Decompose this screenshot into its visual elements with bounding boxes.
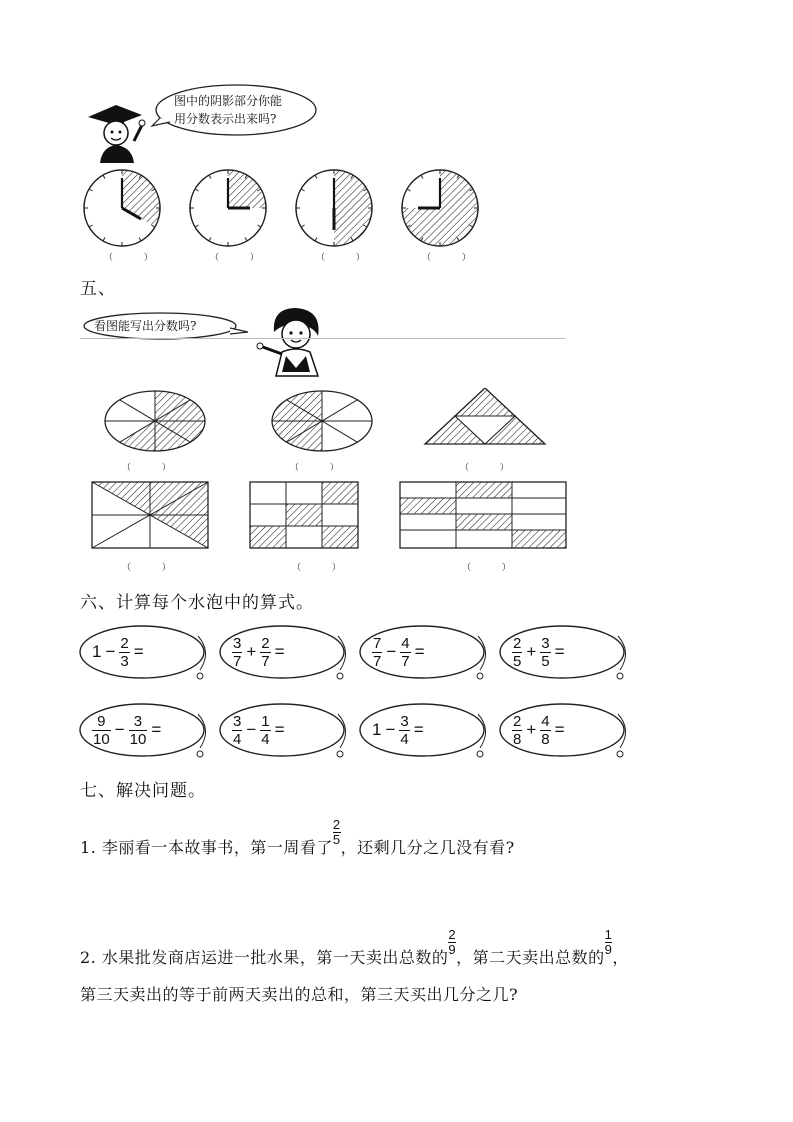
triangle-shape <box>425 388 545 444</box>
whole-number: 1 <box>92 642 102 661</box>
clock-answer-3: （ ） <box>316 253 379 263</box>
clock-face <box>402 170 478 246</box>
rectangle-shape-3 <box>400 482 566 548</box>
shapes-row-2 <box>90 480 570 552</box>
q2-frac2-den: 9 <box>604 942 613 957</box>
equals-sign: = <box>413 720 424 739</box>
numerator: 3 <box>400 712 409 730</box>
q1-frac-num: 2 <box>332 817 341 832</box>
denominator: 5 <box>513 652 522 670</box>
equals-sign: = <box>133 642 144 661</box>
operator: − <box>105 642 116 661</box>
question-1-fraction <box>333 818 341 847</box>
clock-answer-2: （ ） <box>210 253 273 263</box>
denominator: 10 <box>93 730 110 748</box>
fraction-a <box>512 636 522 669</box>
ellipse-shape-2 <box>272 391 372 451</box>
shape-answer-5: （ ） <box>292 563 355 573</box>
calc-bubble <box>218 702 354 764</box>
character-boy-illustration <box>80 95 150 165</box>
denominator: 8 <box>541 730 550 748</box>
question-2-text-mid: ，第二天卖出总数的 <box>456 948 605 967</box>
question-2-text-end: ， <box>612 948 629 967</box>
calc-expression <box>232 632 285 672</box>
q2-frac1-den: 9 <box>448 942 457 957</box>
fraction-b <box>540 636 550 669</box>
speech-bubble <box>150 82 318 138</box>
fraction-a <box>232 636 242 669</box>
equals-sign: = <box>274 720 285 739</box>
calc-bubble <box>78 702 214 764</box>
fraction-b <box>260 714 270 747</box>
bubble-line-2: 用分数表示出来吗? <box>174 112 277 126</box>
denominator: 7 <box>373 652 382 670</box>
clock-face <box>296 170 372 246</box>
fraction-a <box>512 714 522 747</box>
fraction-b <box>119 636 129 669</box>
numerator: 7 <box>373 634 382 652</box>
operator: − <box>246 720 257 739</box>
equals-sign: = <box>414 642 425 661</box>
clock-face <box>84 170 160 246</box>
q2-frac1-num: 2 <box>448 927 457 942</box>
section-7-heading: 七、解决问题。 <box>80 781 206 801</box>
fraction-a <box>92 714 111 747</box>
equals-sign: = <box>151 720 162 739</box>
fraction-b <box>129 714 148 747</box>
shape-answer-3: （ ） <box>460 463 523 473</box>
rectangle-shape-1 <box>92 482 208 548</box>
question-2-fraction-2 <box>605 928 613 957</box>
calc-bubble <box>358 702 494 764</box>
q1-frac-den: 5 <box>332 832 341 847</box>
numerator: 2 <box>513 634 522 652</box>
calc-expression <box>232 710 285 750</box>
calc-bubble <box>78 624 214 686</box>
calc-expression <box>512 632 565 672</box>
numerator: 2 <box>120 634 129 652</box>
denominator: 8 <box>513 730 522 748</box>
bubble-line-1: 图中的阴影部分你能 <box>174 94 283 108</box>
denominator: 10 <box>129 730 147 748</box>
whole-number: 1 <box>372 720 382 739</box>
shapes-row-1 <box>95 388 555 454</box>
clock-row <box>80 168 500 258</box>
numerator: 1 <box>261 712 270 730</box>
operator: + <box>526 642 537 661</box>
equals-sign: = <box>274 642 285 661</box>
numerator: 3 <box>133 712 143 730</box>
denominator: 4 <box>233 730 242 748</box>
ellipse-shape-1 <box>105 391 205 451</box>
fraction-a <box>372 636 382 669</box>
calc-expression <box>92 632 144 672</box>
question-1-text-end: ，还剩几分之几没有看? <box>340 838 515 857</box>
clock-face <box>190 170 266 246</box>
calc-bubble <box>358 624 494 686</box>
question-2-text: 2. 水果批发商店运进一批水果，第一天卖出总数的 <box>80 948 449 967</box>
numerator: 4 <box>541 712 550 730</box>
fraction-b <box>540 714 550 747</box>
section-6-heading: 六、计算每个水泡中的算式。 <box>80 593 314 613</box>
clock-answer-1: （ ） <box>104 253 167 263</box>
numerator: 3 <box>233 634 242 652</box>
calc-expression <box>372 710 424 750</box>
numerator: 3 <box>233 712 242 730</box>
numerator: 9 <box>97 712 106 730</box>
numerator: 4 <box>401 634 410 652</box>
calc-expression <box>372 632 425 672</box>
q2-frac2-num: 1 <box>604 927 613 942</box>
section-5-frame <box>80 338 565 339</box>
fraction-b <box>260 636 270 669</box>
question-2-fraction-1 <box>448 928 456 957</box>
calc-expression <box>92 710 161 750</box>
operator: − <box>114 720 125 739</box>
fraction-b <box>400 636 410 669</box>
operator: + <box>246 642 257 661</box>
numerator: 2 <box>261 634 270 652</box>
denominator: 5 <box>541 652 550 670</box>
equals-sign: = <box>554 642 565 661</box>
operator: + <box>526 720 537 739</box>
clock-answer-4: （ ） <box>422 253 485 263</box>
shape-answer-1: （ ） <box>122 463 185 473</box>
fraction-b <box>399 714 409 747</box>
denominator: 7 <box>401 652 410 670</box>
question-2-line-2: 第三天卖出的等于前两天卖出的总和，第三天买出几分之几? <box>80 985 519 1004</box>
bubble-text-5: 看图能写出分数吗? <box>94 319 197 333</box>
denominator: 4 <box>400 730 409 748</box>
question-2 <box>80 927 629 971</box>
calc-expression <box>512 710 565 750</box>
question-1 <box>80 817 515 861</box>
calc-bubble <box>218 624 354 686</box>
calc-bubble <box>498 702 634 764</box>
calc-bubble <box>498 624 634 686</box>
denominator: 4 <box>261 730 270 748</box>
denominator: 7 <box>261 652 270 670</box>
numerator: 2 <box>513 712 522 730</box>
denominator: 3 <box>120 652 129 670</box>
denominator: 7 <box>233 652 242 670</box>
shape-answer-2: （ ） <box>290 463 353 473</box>
shape-answer-4: （ ） <box>122 563 185 573</box>
numerator: 3 <box>541 634 550 652</box>
operator: − <box>386 642 397 661</box>
character-girl-illustration <box>252 302 332 378</box>
rectangle-shape-2 <box>250 482 358 548</box>
shape-answer-6: （ ） <box>462 563 525 573</box>
section-5-heading: 五、 <box>80 279 116 299</box>
equals-sign: = <box>554 720 565 739</box>
operator: − <box>385 720 396 739</box>
fraction-a <box>232 714 242 747</box>
question-1-text: 1. 李丽看一本故事书，第一周看了 <box>80 838 333 857</box>
